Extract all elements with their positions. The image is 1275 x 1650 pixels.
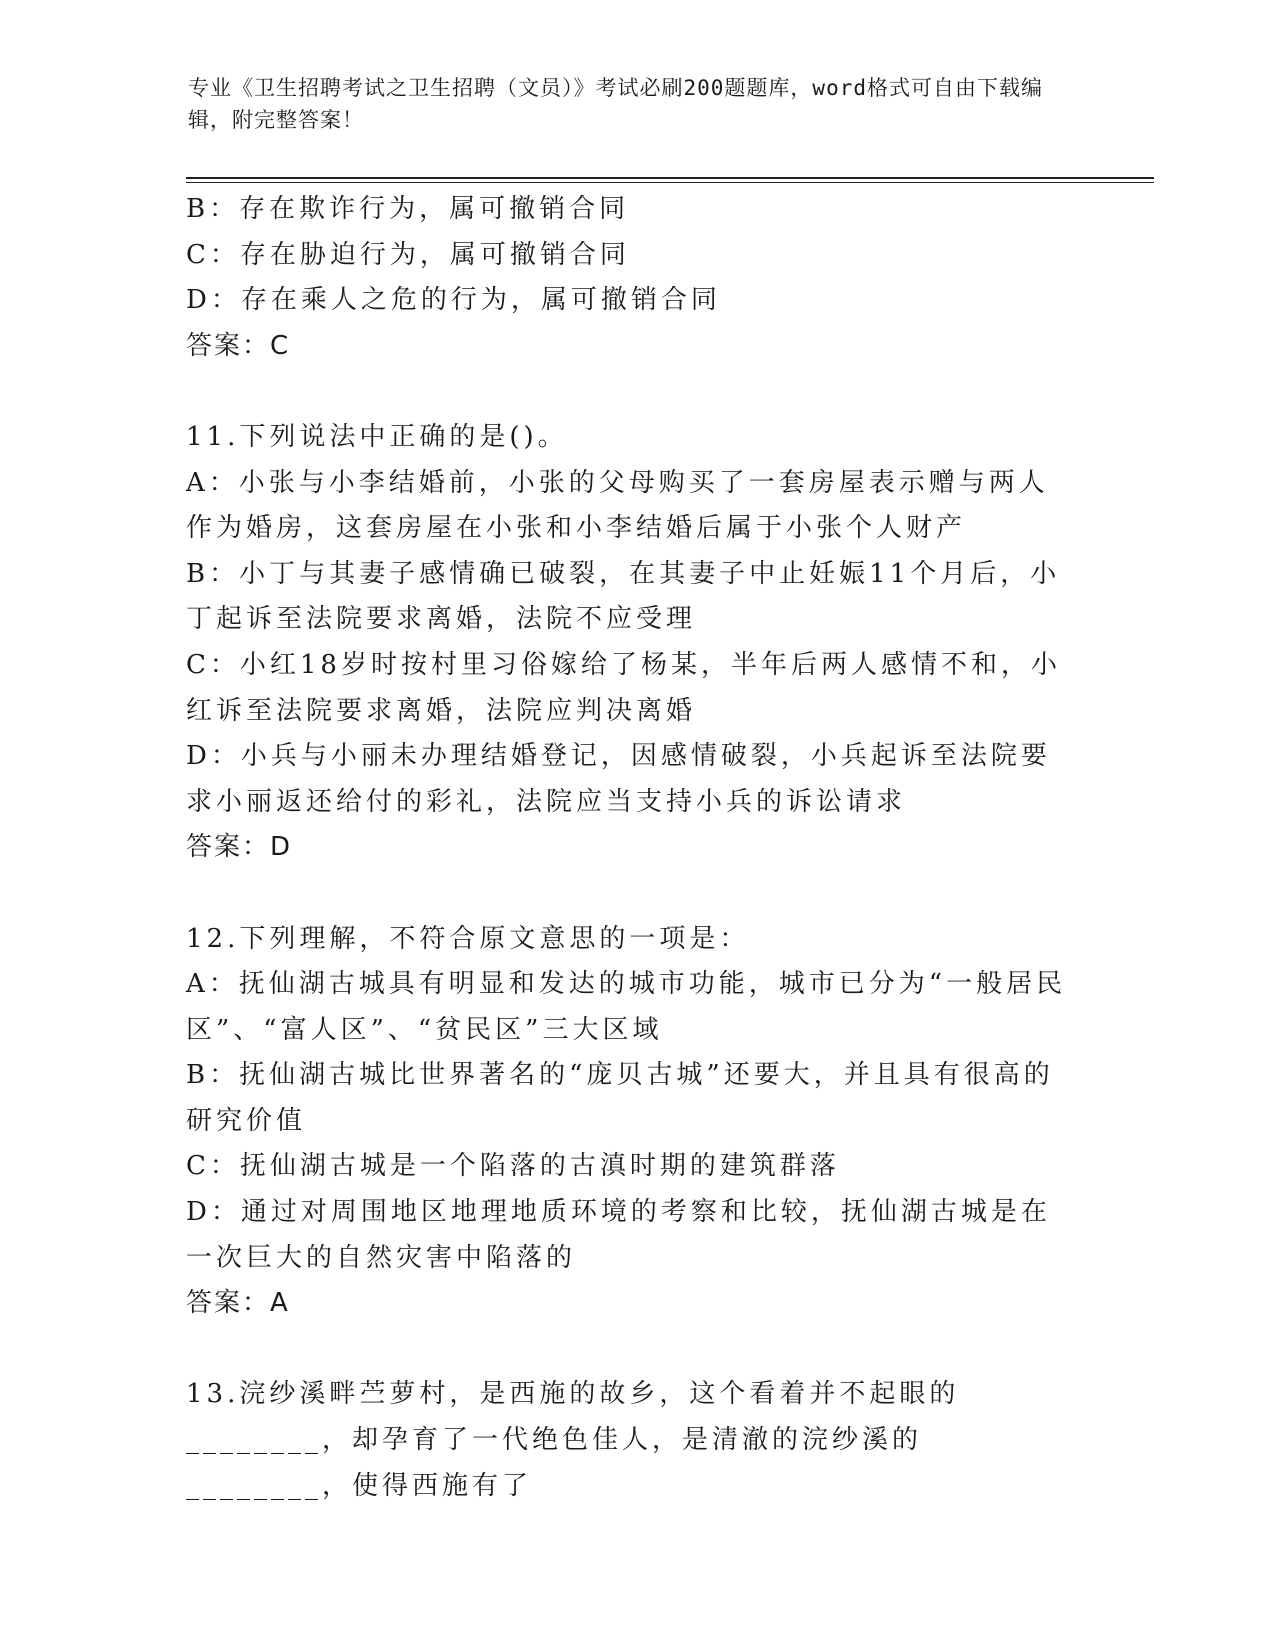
answer-text: 答案：D [186, 832, 293, 863]
question-text: 12.下列理解，不符合原文意思的一项是： [186, 923, 750, 954]
option-text: A：抚仙湖古城具有明显和发达的城市功能，城市已分为“一般居民区”、“富人区”、“贫民区”三大区域 [186, 969, 1067, 1045]
spacer [186, 369, 1076, 415]
answer-text: 答案：C [186, 330, 291, 361]
question-block-13 [186, 1372, 1076, 1509]
spacer [186, 1327, 1076, 1373]
page-header: 专业《卫生招聘考试之卫生招聘（文员）》考试必刷200题题库，word格式可自由下载编辑，附完整答案！ [188, 76, 1043, 132]
option-text: C：小红18岁时按村里习俗嫁给了杨某，半年后两人感情不和，小红诉至法院要求离婚，法院应判决离婚 [186, 649, 1061, 726]
option-text: B：存在欺诈行为，属可撤销合同 [186, 194, 630, 224]
option-text: D：通过对周围地区地理地质环境的考察和比较，抚仙湖古城是在一次巨大的自然灾害中陷落的 [186, 1197, 1051, 1273]
question-text: 11.下列说法中正确的是()。 [186, 421, 568, 452]
option-text: D：存在乘人之危的行为，属可撤销合同 [186, 285, 721, 316]
document-body [186, 187, 1076, 1509]
answer-text: 答案：A [186, 1288, 290, 1319]
option-text: C：抚仙湖古城是一个陷落的古滇时期的建筑群落 [186, 1151, 840, 1182]
spacer [186, 871, 1076, 917]
question-text: 13.浣纱溪畔苎萝村，是西施的故乡，这个看着并不起眼的________，却孕育了一代绝色佳人，是清澈的浣纱溪的________，使得西施有了 [186, 1379, 960, 1501]
question-block-11 [186, 415, 1076, 871]
option-text: C：存在胁迫行为，属可撤销合同 [186, 239, 630, 270]
question-block-12 [186, 917, 1076, 1327]
option-text: D：小兵与小丽未办理结婚登记，因感情破裂，小兵起诉至法院要求小丽返还给付的彩礼，法院应当支持小兵的诉讼请求 [186, 741, 1051, 817]
carry-over-block [186, 187, 1076, 369]
header-rule-thin [186, 182, 1154, 183]
header-rule-thick [186, 177, 1154, 179]
option-text: A：小张与小李结婚前，小张的父母购买了一套房屋表示赠与两人作为婚房，这套房屋在小张和小李结婚后属于小张个人财产 [186, 467, 1049, 544]
option-text: B：抚仙湖古城比世界著名的“庞贝古城”还要大，并且具有很高的研究价值 [186, 1060, 1054, 1136]
option-text: B：小丁与其妻子感情确已破裂，在其妻子中止妊娠11个月后，小丁起诉至法院要求离婚，法院不应受理 [186, 558, 1061, 635]
